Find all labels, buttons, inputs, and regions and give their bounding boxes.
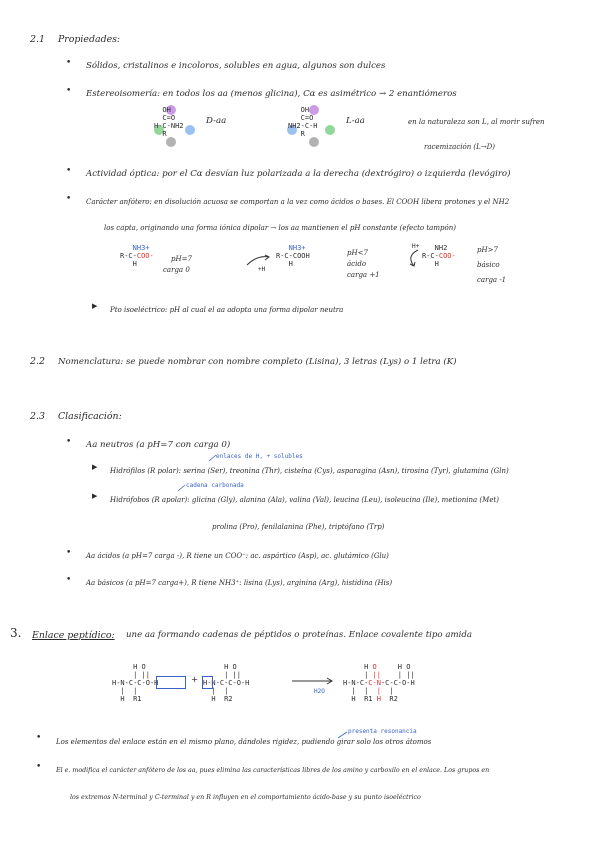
section-2-2-number: 2.2 bbox=[30, 356, 45, 367]
ph-acid: pH<7 bbox=[347, 249, 368, 257]
charge-acid: carga +1 bbox=[347, 271, 380, 279]
props-b4b: los capta, originando una forma iónica dipolar → los aa mantienen el pH constante (efecto tampón) bbox=[104, 224, 456, 232]
peptide-bond-text: une aa formando cadenas de péptidos o proteínas. Enlace covalente tipo amida bbox=[126, 630, 472, 640]
hydrophobic-aa-line2: prolina (Pro), fenilalanina (Phe), triptófano (Trp) bbox=[212, 523, 385, 531]
annotation-arrow-icon bbox=[176, 483, 186, 493]
zwitterion-acid: NH3+ R-C-COOH H bbox=[276, 244, 310, 268]
label-l-aa: L-aa bbox=[346, 116, 365, 126]
props-b1: Sólidos, cristalinos e incoloros, solubles en agua, algunos son dulces bbox=[86, 61, 386, 71]
bullet: • bbox=[66, 166, 72, 176]
amino-acid-1: H O | || H-N-C-C-O-H | | H R1 bbox=[112, 663, 159, 703]
section-2-3-title: Clasificación: bbox=[58, 411, 122, 422]
amino-acid-2: H O | || H-N-C-C-O-H | | H R2 bbox=[203, 663, 250, 703]
acid-label: ácido bbox=[347, 260, 367, 268]
bullet: • bbox=[66, 437, 72, 447]
molecule-l-aa: OH C=O NH2-C-H R bbox=[288, 106, 318, 138]
zwitterion-base: NH2 R-C-COO- H bbox=[422, 244, 456, 268]
note-racemization: racemización (L→D) bbox=[424, 143, 496, 151]
gray-dot-icon bbox=[166, 137, 176, 147]
zwitterion-neutral: NH3+ R-C-COO- H bbox=[120, 244, 154, 268]
deprotonation-arrow-icon bbox=[404, 248, 424, 270]
ph-neutral: pH=7 bbox=[171, 255, 192, 263]
props-b4a: Carácter anfótero: en disolución acuosa se comportan a la vez como ácidos o bases. El COOH libera protones y el NH2 bbox=[86, 198, 510, 206]
sub-bullet: ▶ bbox=[92, 492, 98, 500]
h-highlight-box bbox=[202, 676, 213, 689]
plus-sign: + bbox=[191, 675, 199, 685]
basic-aa: Aa básicos (a pH=7 carga+), R tiene NH3⁺: lisina (Lys), arginina (Arg), histidina (His) bbox=[86, 579, 393, 587]
section-2-1-number: 2.1 bbox=[30, 34, 45, 45]
section-2-3-number: 2.3 bbox=[30, 411, 45, 422]
molecule-d-aa: OH C=O H-C-NH2 R bbox=[154, 106, 184, 138]
oh-highlight-box bbox=[156, 676, 186, 689]
bullet: • bbox=[36, 733, 42, 743]
hydrophilic-aa: Hidrófilos (R polar): serina (Ser), treonina (Thr), cisteína (Cys), asparagina (Asn), tirosina (Tyr), glutamina (Gln) bbox=[110, 467, 509, 475]
annotation-carbon-chain: cadena carbonada bbox=[186, 482, 244, 489]
neutral-aa: Aa neutros (a pH=7 con carga 0) bbox=[86, 440, 231, 450]
props-b2: Estereoisomería: en todos los aa (menos glicina), Cα es asimétrico → 2 enantiómeros bbox=[86, 89, 457, 99]
section-3-title: Enlace peptídico: bbox=[32, 630, 115, 641]
plus-h: +H bbox=[258, 266, 266, 273]
peptide-b2b: los extremos N-terminal y C-terminal y en R influyen en el comportamiento ácido-base y su punto isoeléctrico bbox=[70, 794, 421, 801]
dipeptide: H O H O | || | || H-N-C-C-N-C-C-O-H | | | | H R1 H R2 bbox=[343, 663, 415, 703]
h-plus: H+ bbox=[412, 243, 420, 250]
peptide-b2a: El e. modifica el carácter anfótero de los aa, pues elimina las características libres de los amino y carboxilo en el enlace. Los grupos en bbox=[56, 767, 490, 774]
bullet: • bbox=[66, 548, 72, 558]
bullet: • bbox=[66, 575, 72, 585]
green-dot-icon bbox=[325, 125, 335, 135]
reaction-arrow-icon bbox=[290, 676, 336, 686]
nomenclature-text: Nomenclatura: se puede nombrar con nombre completo (Lisina), 3 letras (Lys) o 1 letra (K) bbox=[58, 357, 457, 367]
props-b3: Actividad óptica: por el Cα desvían luz polarizada a la derecha (dextrógiro) o izquierda (levógiro) bbox=[86, 169, 511, 179]
ph-base: pH>7 bbox=[477, 246, 498, 254]
peptide-b1: Los elementos del enlace están en el mismo plano, dándoles rigidez, pudiendo girar solo los otros átomos bbox=[56, 738, 432, 746]
label-d-aa: D-aa bbox=[206, 116, 227, 126]
annotation-resonance: presenta resonancia bbox=[348, 728, 417, 735]
sub-bullet: ▶ bbox=[92, 302, 98, 310]
bullet: • bbox=[66, 194, 72, 204]
annotation-arrow-icon bbox=[207, 453, 217, 463]
base-label: básico bbox=[477, 261, 500, 269]
note-nature: en la naturaleza son L, al morir sufren bbox=[408, 118, 545, 126]
bullet: • bbox=[66, 86, 72, 96]
section-3-number: 3. bbox=[10, 626, 22, 640]
charge-base: carga -1 bbox=[477, 276, 507, 284]
water-label: H2O bbox=[314, 688, 325, 695]
blue-dot-icon bbox=[185, 125, 195, 135]
acidic-aa: Aa ácidos (a pH=7 carga -), R tiene un COO⁻: ac. aspártico (Asp), ac. glutámico (Glu) bbox=[86, 552, 389, 560]
section-2-1-title: Propiedades: bbox=[58, 34, 121, 45]
charge-neutral: carga 0 bbox=[163, 266, 190, 274]
sub-bullet: ▶ bbox=[92, 463, 98, 471]
annotation-h-bonds: enlaces de H, + solubles bbox=[216, 453, 303, 460]
bullet: • bbox=[66, 58, 72, 68]
hydrophobic-aa-line1: Hidrófobos (R apolar): glicina (Gly), alanina (Ala), valina (Val), leucina (Leu), isoleucina (Ile), metionina (Met) bbox=[110, 496, 499, 504]
isoelectric-point: Pto isoeléctrico: pH al cual el aa adopta una forma dipolar neutra bbox=[110, 306, 344, 314]
gray-dot-icon bbox=[309, 137, 319, 147]
bullet: • bbox=[36, 762, 42, 772]
